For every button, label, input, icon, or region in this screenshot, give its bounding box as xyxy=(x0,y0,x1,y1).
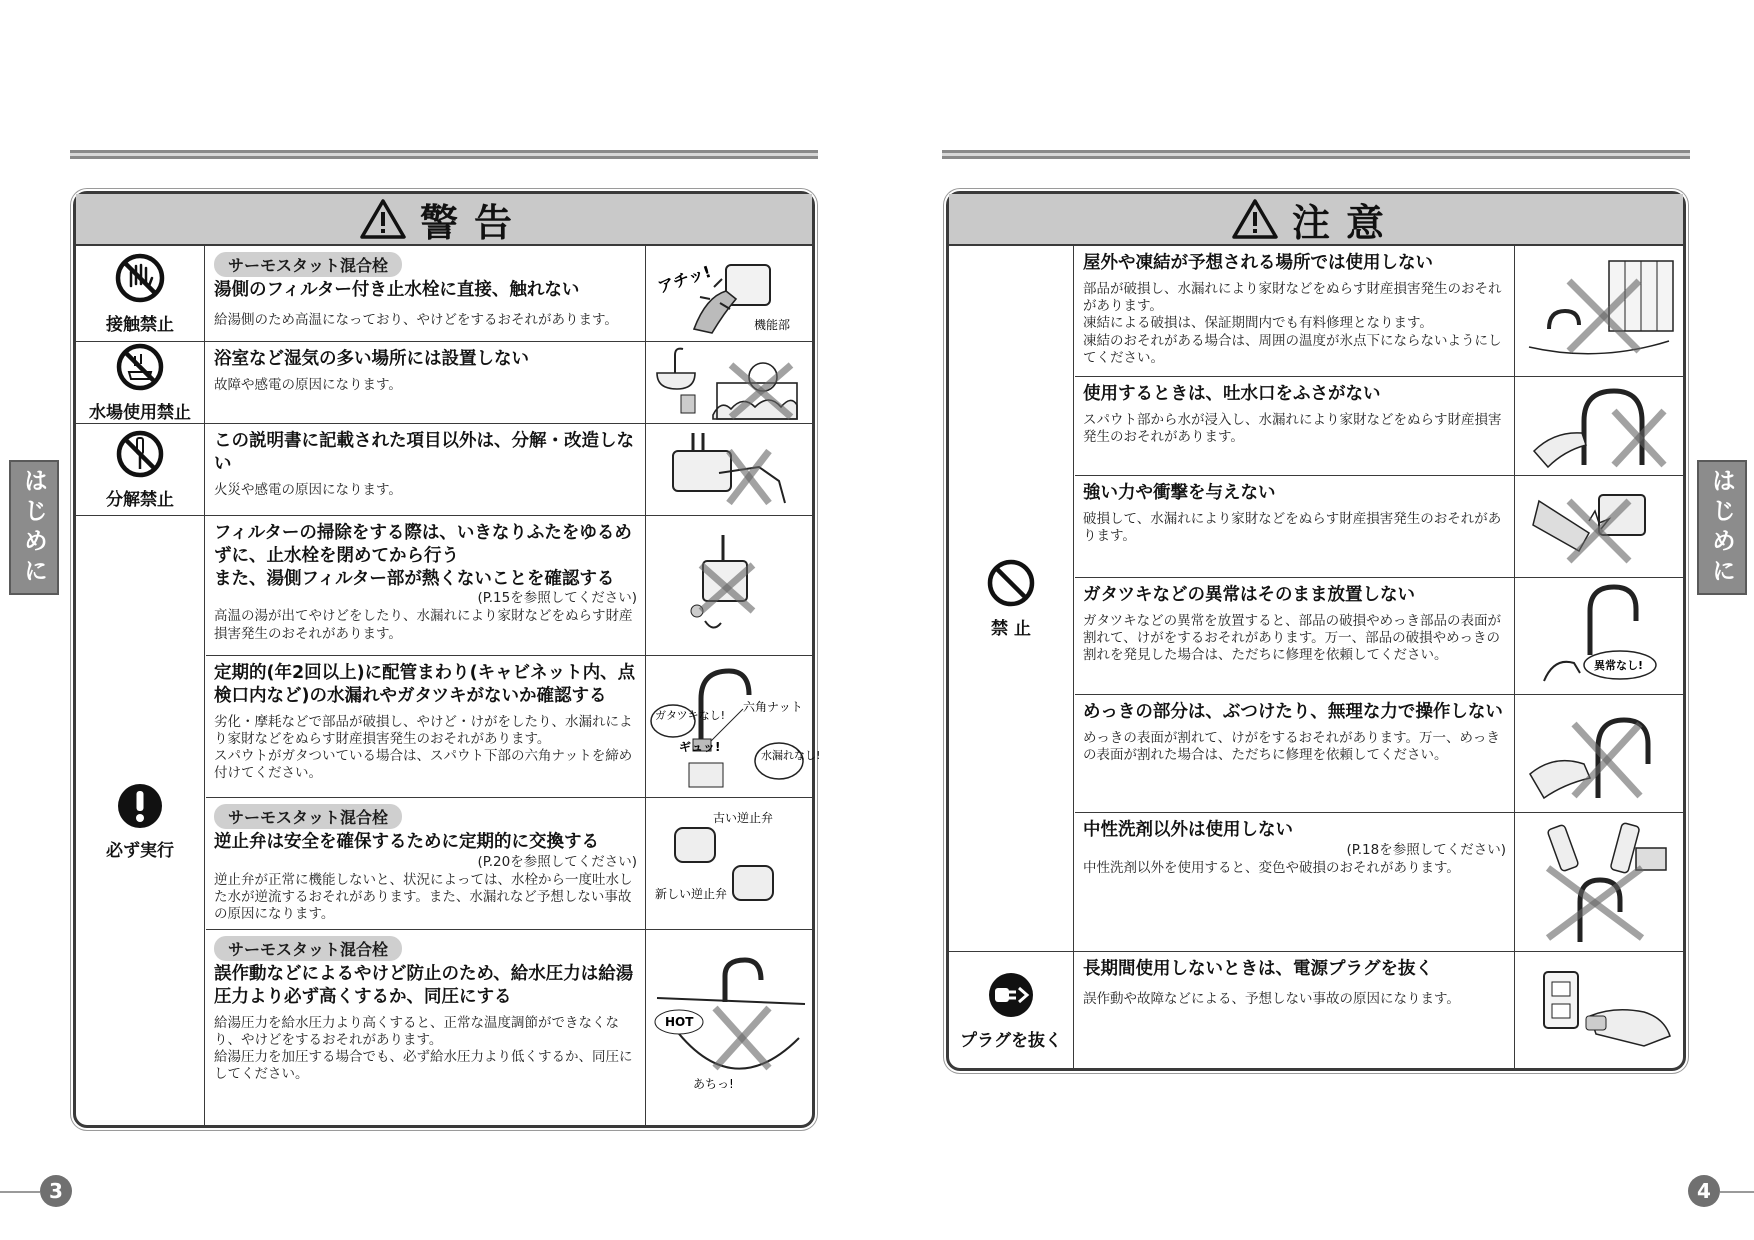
side-tab-left: はじめに xyxy=(9,460,59,595)
item-body: 故障や感電の原因になります。 xyxy=(214,376,402,393)
symbol-cell xyxy=(76,516,205,1126)
rattle-check-illustration xyxy=(1515,578,1683,694)
symbol-cell xyxy=(949,952,1074,1068)
product-tag: サーモスタット混合栓 xyxy=(214,804,402,829)
figure-label: アチッ! xyxy=(655,261,714,297)
figure-label: ギュッ! xyxy=(679,739,721,754)
item-heading: フィルターの掃除をする際は、いきなりふたをゆるめずに、止水栓を閉めてから行う また、湯側フィルター部が熱くないことを確認する xyxy=(214,523,632,589)
caution-panel xyxy=(946,191,1686,1071)
item-heading: 中性洗剤以外は使用しない xyxy=(1083,820,1293,840)
warning-item xyxy=(206,516,812,656)
item-body: めっきの表面が割れて、けがをするおそれがあります。万一、めっきの表面が割れた場合は、ただちに修理を依頼してください。 xyxy=(1083,729,1500,764)
page-number-line-left xyxy=(0,1191,40,1193)
plating-illustration xyxy=(1515,695,1683,812)
side-tab-right: はじめに xyxy=(1697,460,1747,595)
item-text xyxy=(1075,813,1515,952)
figure-label: ガタツキなし! xyxy=(655,708,726,722)
check-valve-illustration xyxy=(646,798,812,929)
item-heading: 湯側のフィルター付き止水栓に直接、触れない xyxy=(214,280,580,300)
figure-label: あちっ! xyxy=(693,1077,734,1091)
page-number-right: 4 xyxy=(1688,1175,1720,1207)
figure-label: 新しい逆止弁 xyxy=(655,886,728,901)
warning-row-mandatory xyxy=(76,516,821,1126)
item-text xyxy=(1075,578,1515,694)
item-heading: めっきの部分は、ぶつけたり、無理な力で操作しない xyxy=(1083,702,1503,722)
blocked-spout-illustration xyxy=(1515,377,1683,475)
item-body: 中性洗剤以外を使用すると、変色や破損のおそれがあります。 xyxy=(1083,859,1460,876)
item-heading: ガタツキなどの異常はそのまま放置しない xyxy=(1083,585,1415,605)
caution-panel-header xyxy=(949,194,1683,246)
item-heading: 定期的(年2回以上)に配管まわり(キャビネット内、点検口内など)の水漏れやガタツキがないか確認する xyxy=(214,663,636,706)
symbol-label: 分解禁止 xyxy=(106,490,174,510)
symbol-cell xyxy=(76,342,205,423)
caution-row-unplug xyxy=(949,952,1683,1068)
figure-label: 機能部 xyxy=(754,318,791,332)
caution-item xyxy=(1075,813,1683,952)
prohibited-icon xyxy=(986,558,1036,608)
product-tag: サーモスタット混合栓 xyxy=(214,252,402,277)
detergent-illustration xyxy=(1515,813,1683,952)
bathroom-illustration xyxy=(646,342,812,424)
item-heading: 誤作動などによるやけど防止のため、給水圧力は給湯圧力より必ず高くするか、同圧にする xyxy=(214,964,634,1007)
filter-cap-illustration xyxy=(646,516,812,655)
caution-panel-title: 注意 xyxy=(1291,200,1400,245)
item-body: スパウト部から水が浸入し、水漏れにより家財などをぬらす財産損害発生のおそれがあります。 xyxy=(1083,411,1502,446)
disassembly-illustration xyxy=(646,424,812,516)
no-touch-icon xyxy=(114,252,166,304)
item-heading: 屋外や凍結が予想される場所では使用しない xyxy=(1083,253,1433,273)
warning-row-no-touch xyxy=(76,246,812,342)
impact-illustration xyxy=(1515,476,1683,577)
item-text xyxy=(1075,476,1515,577)
caution-item xyxy=(1075,476,1683,578)
item-heading: 逆止弁は安全を確保するために定期的に交換する xyxy=(214,832,599,852)
warning-item xyxy=(206,656,821,798)
warning-item xyxy=(206,342,812,424)
item-body: ガタツキなどの異常を放置すると、部品の破損やめっき部品の表面が割れて、けがをするおそれがあります。万一、部品の破損やめっきの割れを発見した場合は、ただちに修理を依頼してください。 xyxy=(1083,612,1501,664)
figure-label: HOT xyxy=(665,1015,694,1029)
top-rule-right xyxy=(942,150,1690,159)
symbol-cell xyxy=(76,246,205,341)
mandatory-action-icon xyxy=(116,782,164,830)
item-text xyxy=(1075,377,1515,475)
item-text xyxy=(1075,952,1515,1068)
symbol-label: 水場使用禁止 xyxy=(89,403,191,423)
symbol-cell xyxy=(76,424,205,515)
item-reference: (P.18を参照してください) xyxy=(1346,841,1506,858)
item-body: 劣化・摩耗などで部品が破損し、やけど・けがをしたり、水漏れにより家財などをぬらす財産損害発生のおそれがあります。 スパウトがガタついている場合は、スパウト下部の六角ナットを締め付けてください。 xyxy=(214,713,633,782)
caution-item xyxy=(1075,246,1683,377)
item-heading: 使用するときは、吐水口をふさがない xyxy=(1083,384,1381,404)
item-body: 逆止弁が正常に機能しないと、状況によっては、水栓から一度吐水した水が逆流するおそれがあります。また、水漏れなど予想しない事故の原因になります。 xyxy=(214,871,633,923)
warning-item xyxy=(206,930,812,1126)
caution-item xyxy=(1075,377,1683,476)
figure-label: 古い逆止弁 xyxy=(713,810,774,825)
warning-item xyxy=(206,424,812,516)
symbol-cell xyxy=(949,246,1074,951)
warning-panel-title: 警告 xyxy=(419,200,528,245)
item-text xyxy=(206,798,646,929)
warning-panel xyxy=(73,191,821,1128)
page-number-left: 3 xyxy=(40,1175,72,1207)
symbol-label: 接触禁止 xyxy=(106,315,174,335)
caution-row-prohibited xyxy=(949,246,1683,952)
warning-item xyxy=(206,246,812,342)
item-body: 高温の湯が出てやけどをしたり、水漏れにより家財などをぬらす財産損害発生のおそれがあります。 xyxy=(214,608,633,642)
item-body: 火災や感電の原因になります。 xyxy=(214,481,402,498)
symbol-label: 禁 止 xyxy=(991,619,1031,639)
caution-triangle-icon xyxy=(1232,198,1278,240)
item-text xyxy=(206,424,646,516)
hex-nut-illustration xyxy=(646,656,821,797)
item-text xyxy=(1075,246,1515,376)
hot-water-illustration xyxy=(646,930,812,1126)
warning-row-no-disassembly xyxy=(76,424,812,516)
caution-item xyxy=(1075,695,1683,813)
item-text xyxy=(206,516,646,655)
item-text xyxy=(1075,695,1515,812)
symbol-label: プラグを抜く xyxy=(960,1030,1062,1051)
item-text xyxy=(206,930,646,1126)
no-water-area-icon xyxy=(115,342,165,392)
top-rule-left xyxy=(70,150,818,159)
page-number-line-right xyxy=(1720,1191,1754,1193)
item-heading: 長期間使用しないときは、電源プラグを抜く xyxy=(1083,959,1433,979)
warning-panel-header xyxy=(76,194,812,246)
unplug-icon xyxy=(986,970,1036,1020)
item-body: 破損して、水漏れにより家財などをぬらす財産損害発生のおそれがあります。 xyxy=(1083,510,1502,545)
product-tag: サーモスタット混合栓 xyxy=(214,936,402,961)
warning-triangle-icon xyxy=(360,198,406,240)
item-text xyxy=(206,342,646,424)
item-text xyxy=(206,246,646,342)
item-body: 給湯圧力を給水圧力より高くすると、正常な温度調節ができなくなり、やけどをするおそれがあります。 給湯圧力を加圧する場合でも、必ず給水圧力より低くするか、同圧にしてください。 xyxy=(214,1014,633,1083)
item-heading: この説明書に記載された項目以外は、分解・改造しない xyxy=(214,431,634,474)
warning-item xyxy=(206,798,812,930)
figure-label: 異常なし! xyxy=(1594,659,1644,672)
frozen-outdoor-illustration xyxy=(1515,246,1683,376)
figure-label: 水漏れなし! xyxy=(761,748,821,762)
item-body: 誤作動や故障などによる、予想しない事故の原因になります。 xyxy=(1083,990,1460,1007)
item-heading: 浴室など湿気の多い場所には設置しない xyxy=(214,349,529,369)
item-text xyxy=(206,656,646,797)
caution-item xyxy=(1075,578,1683,695)
symbol-label: 必ず実行 xyxy=(106,840,174,861)
unplug-illustration xyxy=(1515,952,1683,1068)
item-reference: (P.20を参照してください) xyxy=(477,853,637,870)
item-heading: 強い力や衝撃を与えない xyxy=(1083,483,1276,503)
item-reference: (P.15を参照してください) xyxy=(477,590,637,607)
item-body: 部品が破損し、水漏れにより家財などをぬらす財産損害発生のおそれがあります。 凍結による破損は、保証期間内でも有料修理となります。 凍結のおそれがある場合は、周囲の温度が氷点下にならないようにしてください。 xyxy=(1083,280,1502,366)
no-disassembly-icon xyxy=(115,429,165,479)
item-body: 給湯側のため高温になっており、やけどをするおそれがあります。 xyxy=(214,311,618,328)
warning-row-no-water-area xyxy=(76,342,812,424)
caution-item xyxy=(1075,952,1683,1068)
figure-label: 六角ナット xyxy=(743,699,803,714)
hot-valve-illustration xyxy=(646,246,812,342)
